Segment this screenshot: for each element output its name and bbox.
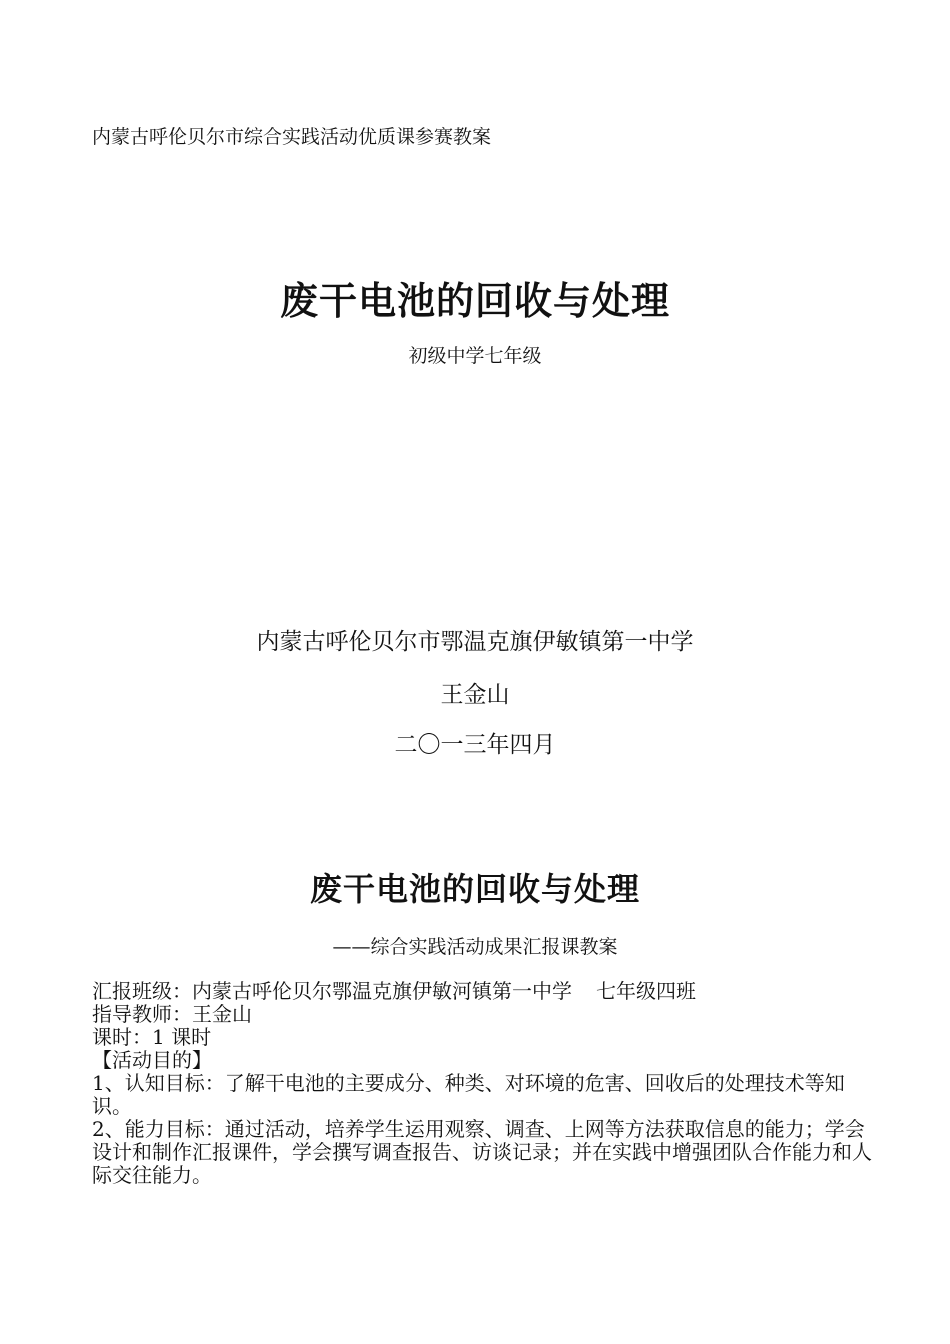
class-label: 汇报班级：内蒙古呼伦贝尔鄂温克旗伊敏河镇第一中学	[92, 979, 572, 1003]
cover-title: 废干电池的回收与处理	[279, 278, 670, 323]
teacher-line: 指导教师：王金山	[92, 1002, 252, 1026]
goal-ability: 2、能力目标：通过活动，培养学生运用观察、调查、上网等方法获取信息的能力；学会设计和制作汇报课件，学会撰写调查报告、访谈记录；并在实践中增强团队合作能力和人际交往能力。	[92, 1117, 872, 1187]
lesson-title: 废干电池的回收与处理	[309, 870, 640, 908]
section-heading-goals: 【活动目的】	[92, 1048, 212, 1072]
lesson-subtitle: ——综合实践活动成果汇报课教案	[332, 936, 618, 958]
goal-cognitive: 1、认知目标：了解干电池的主要成分、种类、对环境的危害、回收后的处理技术等知识。	[92, 1071, 845, 1118]
class-name: 七年级四班	[596, 979, 696, 1003]
document-header: 内蒙古呼伦贝尔市综合实践活动优质课参赛教案	[92, 126, 492, 148]
cover-date: 二〇一三年四月	[394, 732, 556, 758]
cover-school: 内蒙古呼伦贝尔市鄂温克旗伊敏镇第一中学	[256, 629, 694, 655]
cover-author: 王金山	[440, 682, 510, 708]
hours-line: 课时：1 课时	[92, 1025, 212, 1049]
lesson-body	[92, 980, 872, 1187]
cover-grade: 初级中学七年级	[408, 345, 542, 367]
class-line	[92, 980, 872, 1003]
